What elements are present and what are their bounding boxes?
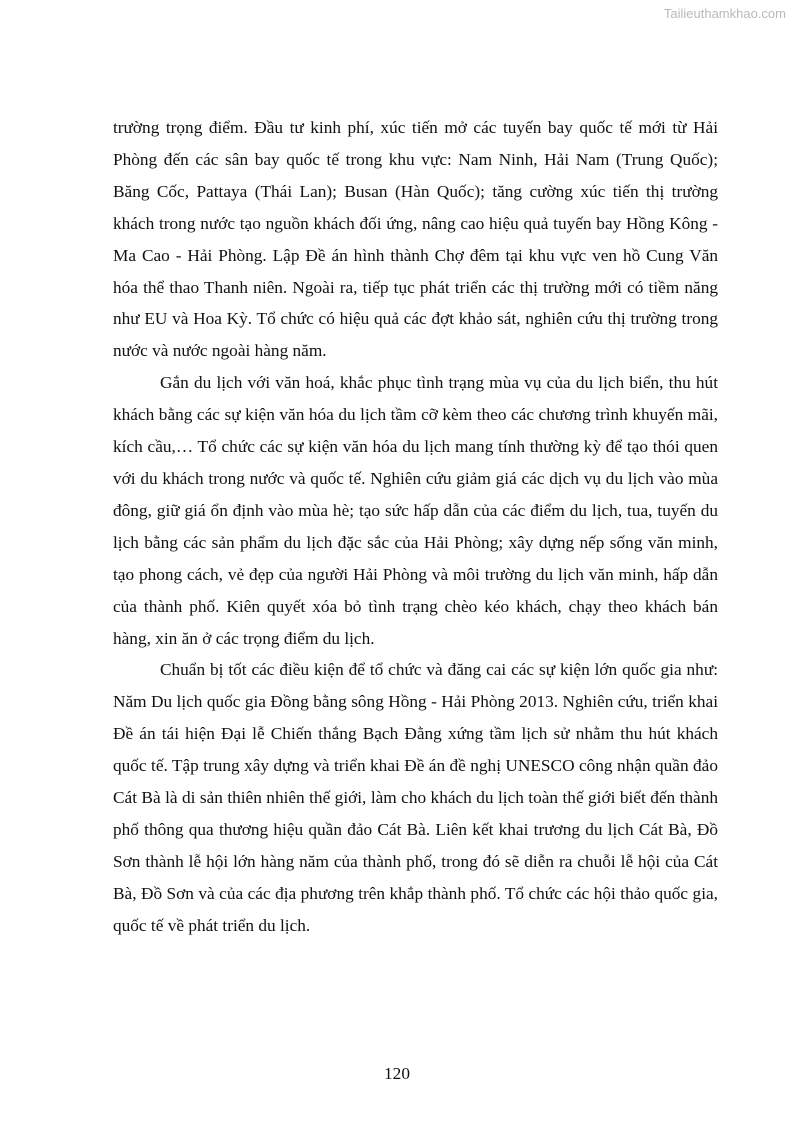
page-number: 120 (384, 1064, 410, 1083)
document-body (113, 112, 718, 942)
paragraph-2: Gắn du lịch với văn hoá, khắc phục tình trạng mùa vụ của du lịch biển, thu hút khách bằng các sự kiện văn hóa du lịch tầm cỡ kèm theo các chương trình khuyến mãi, kích cầu,… Tổ chức các sự kiện văn hóa du lịch mang tính thường kỳ để tạo thói quen với du khách trong nước và quốc tế. Nghiên cứu giảm giá các dịch vụ du lịch vào mùa đông, giữ giá ổn định vào mùa hè; tạo sức hấp dẫn của các điểm du lịch, tua, tuyến du lịch bằng các sản phẩm du lịch đặc sắc của Hải Phòng; xây dựng nếp sống văn minh, tạo phong cách, vẻ đẹp của người Hải Phòng và môi trường du lịch văn minh, hấp dẫn của thành phố. Kiên quyết xóa bỏ tình trạng chèo kéo khách, chạy theo khách bán hàng, xin ăn ở các trọng điểm du lịch. (113, 373, 718, 648)
paragraph-1: trường trọng điểm. Đầu tư kinh phí, xúc tiến mở các tuyến bay quốc tế mới từ Hải Phòng đến các sân bay quốc tế trong khu vực: Nam Ninh, Hải Nam (Trung Quốc); Băng Cốc, Pattaya (Thái Lan); Busan (Hàn Quốc); tăng cường xúc tiến thị trường khách trong nước tạo nguồn khách đối ứng, nâng cao hiệu quả tuyến bay Hồng Kông - Ma Cao - Hải Phòng. Lập Đề án hình thành Chợ đêm tại khu vực ven hồ Cung Văn hóa thể thao Thanh niên. Ngoài ra, tiếp tục phát triển các thị trường mới có tiềm năng như EU và Hoa Kỳ. Tổ chức có hiệu quả các đợt khảo sát, nghiên cứu thị trường trong nước và nước ngoài hàng năm. (113, 118, 718, 361)
paragraph-3: Chuẩn bị tốt các điều kiện để tổ chức và đăng cai các sự kiện lớn quốc gia như: Năm Du lịch quốc gia Đồng bằng sông Hồng - Hải Phòng 2013. Nghiên cứu, triển khai Đề án tái hiện Đại lễ Chiến thắng Bạch Đằng xứng tầm lịch sử nhằm thu hút khách quốc tế. Tập trung xây dựng và triển khai Đề án đề nghị UNESCO công nhận quần đảo Cát Bà là di sản thiên nhiên thế giới, làm cho khách du lịch toàn thế giới biết đến thành phố thông qua thương hiệu quần đảo Cát Bà. Liên kết khai trương du lịch Cát Bà, Đồ Sơn thành lễ hội lớn hàng năm của thành phố, trong đó sẽ diễn ra chuỗi lễ hội của Cát Bà, Đồ Sơn và của các địa phương trên khắp thành phố. Tổ chức các hội thảo quốc gia, quốc tế về phát triển du lịch. (113, 660, 718, 935)
watermark-text: Tailieuthamkhao.com (663, 6, 786, 21)
